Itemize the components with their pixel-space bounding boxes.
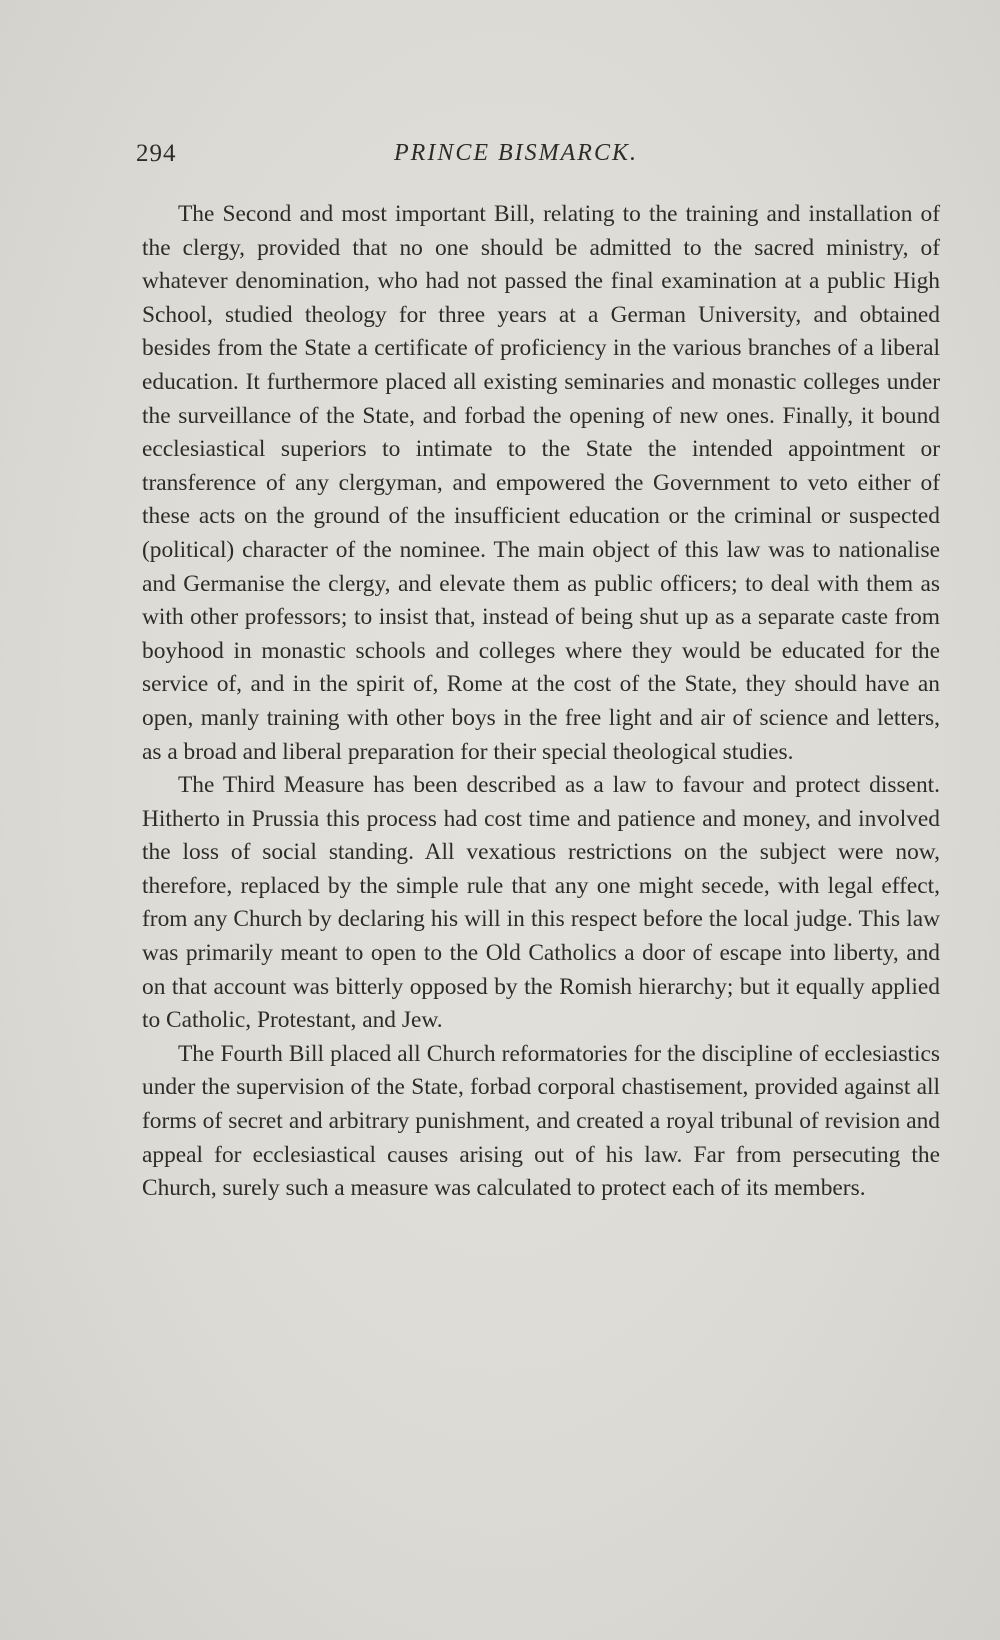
running-title: PRINCE BISMARCK. bbox=[394, 140, 638, 166]
paragraph-fourth-bill: The Fourth Bill placed all Church reformatories for the discipline of ecclesiastics under the supervision of the State, forbad corporal chastisement, provided against all forms of secret and arbitrary punishment, and created a royal tribunal of revision and appeal for ecclesiastical causes arising out of his law. Far from persecuting the Church, surely such a measure was calculated to protect each of its members. bbox=[142, 1040, 940, 1202]
paragraph-third-measure: The Third Measure has been described as a law to favour and protect dissent. Hitherto in Prussia this process had cost time and patience and money, and involved the loss of social standing. All vexatious restrictions on the subject were now, therefore, replaced by the simple rule that any one might secede, with legal effect, from any Church by declaring his will in this respect before the local judge. This law was primarily meant to open to the Old Catholics a door of escape into liberty, and on that account was bitterly opposed by the Romish hierarchy; but it equally applied to Catholic, Protestant, and Jew. bbox=[142, 772, 940, 1034]
paragraph-second-bill: The Second and most important Bill, relating to the training and installation of the clergy, provided that no one should be admitted to the sacred ministry, of whatever denomination, who had not passed the final examination at a public High School, studied theology for three years at a German University, and obtained besides from the State a certificate of proficiency in the various branches of a liberal education. It furthermore placed all existing seminaries and monastic colleges under the surveillance of the State, and forbad the opening of new ones. Finally, it bound ecclesiastical superiors to intimate to the State the intended appointment or transference of any clergyman, and empowered the Government to veto either of these acts on the ground of the insufficient education or the criminal or suspected (political) character of the nominee. The main object of this law was to nationalise and Germanise the clergy, and elevate them as public officers; to deal with them as with other professors; to insist that, instead of being shut up as a separate caste from boyhood in monastic schools and colleges where they would be educated for the service of, and in the spirit of, Rome at the cost of the State, they should have an open, manly training with other boys in the free light and air of science and letters, as a broad and liberal preparation for their special theological studies. bbox=[142, 201, 940, 765]
page-header bbox=[136, 140, 676, 174]
body-text bbox=[142, 198, 940, 1206]
page-number: 294 bbox=[136, 140, 177, 167]
